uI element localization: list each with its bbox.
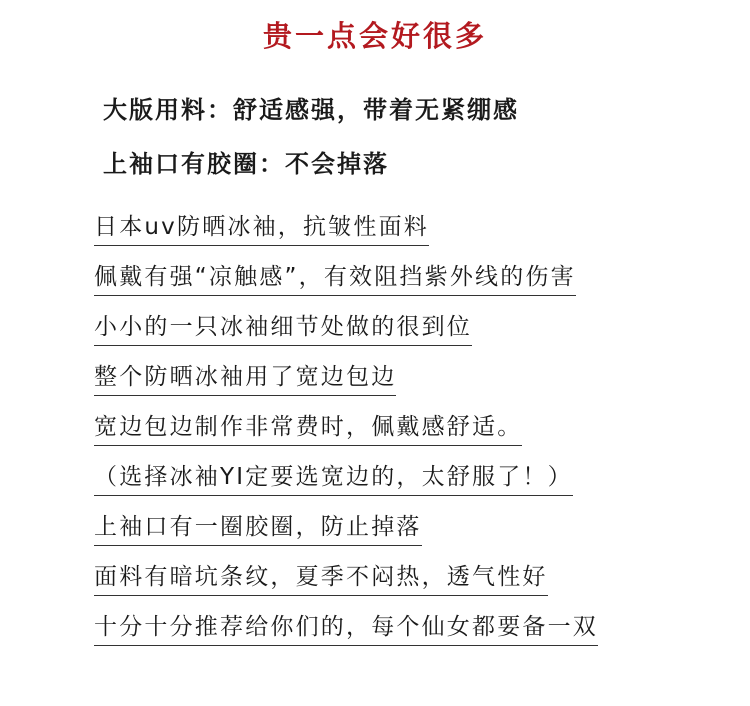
description-line: 宽边包边制作非常费时，佩戴感舒适。 [94, 412, 522, 446]
description-line: 十分十分推荐给你们的，每个仙女都要备一双 [94, 612, 598, 646]
description-line: （选择冰袖YI定要选宽边的，太舒服了！） [94, 462, 573, 496]
description-line: 整个防晒冰袖用了宽边包边 [94, 362, 396, 396]
description-line: 小小的一只冰袖细节处做的很到位 [94, 312, 472, 346]
feature-highlights [103, 94, 519, 180]
description-line: 上袖口有一圈胶圈，防止掉落 [94, 512, 422, 546]
description-line: 佩戴有强“凉触感”，有效阻挡紫外线的伤害 [94, 262, 576, 296]
feature-fabric: 大版用料：舒适感强，带着无紧绷感 [103, 96, 519, 124]
description-line: 面料有暗坑条纹，夏季不闷热，透气性好 [94, 562, 548, 596]
feature-cuff: 上袖口有胶圈：不会掉落 [103, 150, 389, 178]
page-title: 贵一点会好很多 [262, 19, 487, 53]
description-line: 日本uv防晒冰袖，抗皱性面料 [94, 212, 429, 246]
description-list [94, 212, 598, 662]
